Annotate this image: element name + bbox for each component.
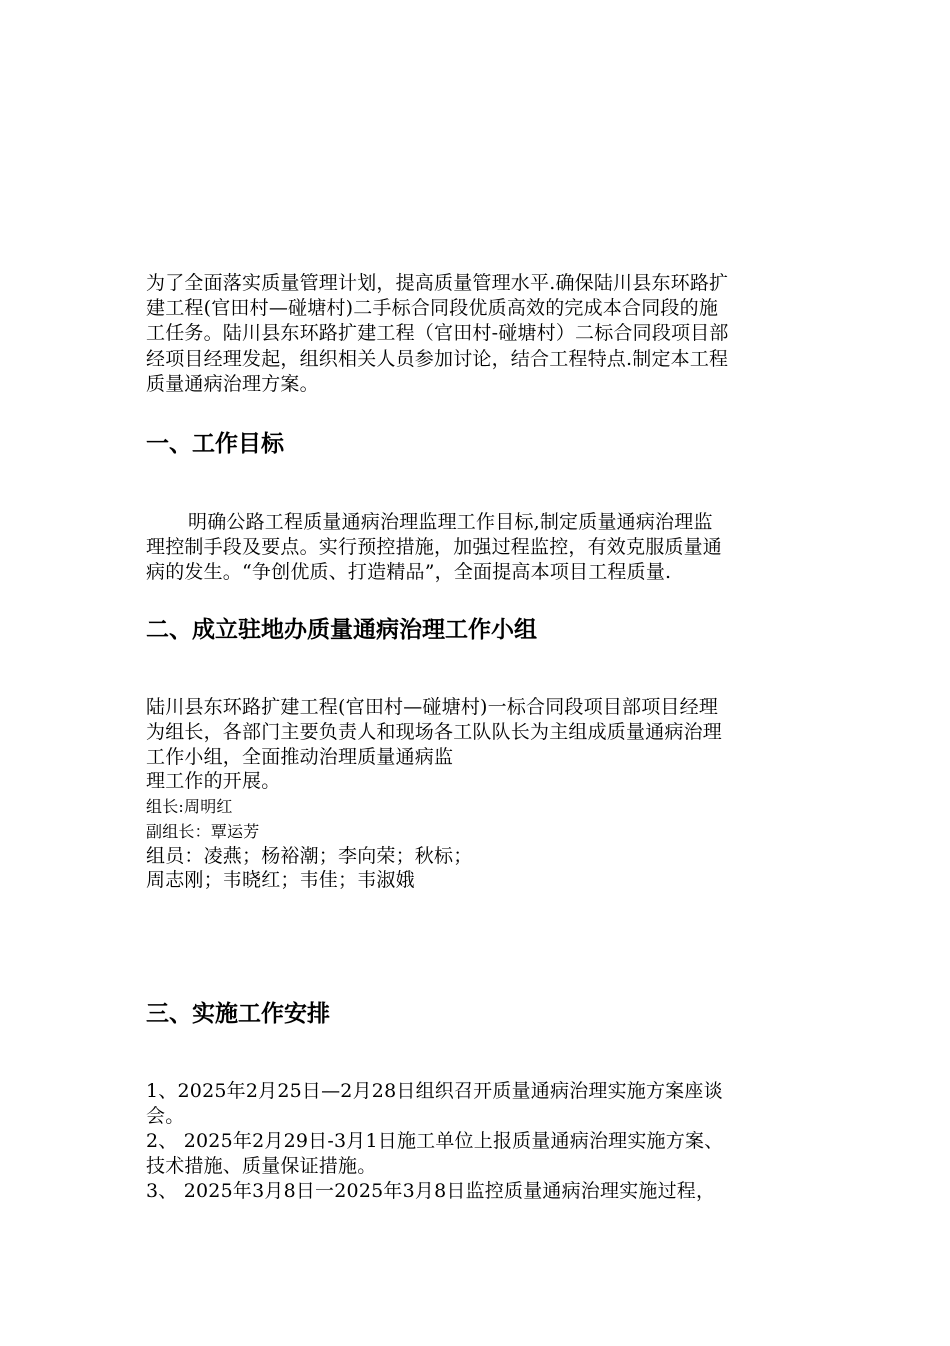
team-line: 陆川县东环路扩建工程(官田村—碰塘村)一标合同段项目部项目经理 [146,696,719,718]
team-line: 为组长，各部门主要负责人和现场各工队队长为主组成质量通病治理 [146,721,723,743]
arrangement-item: 3、 2025年3月8日一2025年3月8日监控质量通病治理实施过程， [146,1180,716,1202]
section-heading-goals: 一、工作目标 [146,431,284,457]
section-heading-team: 二、成立驻地办质量通病治理工作小组 [146,617,537,643]
arrangement-item: 会。 [146,1105,185,1127]
arrangement-item: 2、 2025年2月29日-3月1日施工单位上报质量通病治理实施方案、 [146,1130,724,1152]
team-line: 工作小组，全面推动治理质量通病监 [146,746,454,768]
goals-line: 病的发生。“争创优质、打造精品”，全面提高本项目工程质量. [146,561,672,583]
intro-line: 质量通病治理方案。 [146,373,319,395]
intro-line: 为了全面落实质量管理计划，提高质量管理水平.确保陆川县东环路扩 [146,272,729,294]
intro-line: 工任务。陆川县东环路扩建工程（官田村-碰塘村）二标合同段项目部 [146,322,729,344]
arrangement-item: 技术措施、质量保证措施。 [146,1155,377,1177]
team-deputy-leader: 副组长：覃运芳 [146,822,260,841]
goals-line: 理控制手段及要点。实行预控措施，加强过程监控，有效克服质量通 [146,536,723,558]
goals-line: 明确公路工程质量通病治理监理工作目标,制定质量通病治理监 [188,511,713,533]
team-members: 周志刚；韦晓红；韦佳；韦淑娥 [146,869,415,891]
intro-line: 经项目经理发起，组织相关人员参加讨论，结合工程特点.制定本工程 [146,348,729,370]
arrangement-item: 1、2025年2月25日—2月28日组织召开质量通病治理实施方案座谈 [146,1080,723,1102]
team-members: 组员：凌燕；杨裕潮；李向荣；秋标； [146,845,473,867]
intro-line: 建工程(官田村—碰塘村)二手标合同段优质高效的完成本合同段的施 [146,297,719,319]
section-heading-arrangement: 三、实施工作安排 [146,1001,330,1027]
team-leader: 组长:周明红 [146,797,233,816]
team-line: 理工作的开展。 [146,770,281,792]
